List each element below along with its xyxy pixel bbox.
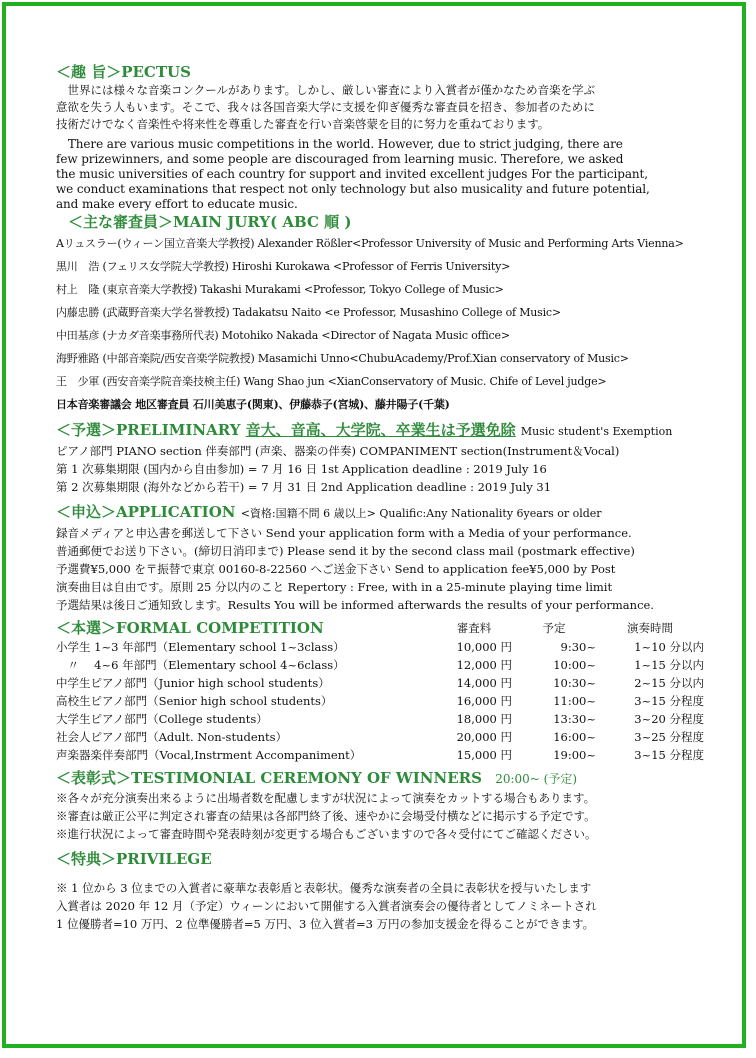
division-fee: 12,000 円 bbox=[456, 658, 512, 672]
pectus-en-line: and make every effort to educate music. bbox=[56, 197, 298, 211]
division-name: 声楽器楽伴奏部門（Vocal,Instrment Accompaniment） bbox=[56, 748, 362, 762]
application-line: 予選結果は後日ご通知致します。Results You will be informed afterwards the results of your performance. bbox=[56, 598, 654, 612]
deadline-1: 第 1 次募集期限 (国内から自由参加) = 7 月 16 日 1st Application deadline : 2019 July 16 bbox=[56, 462, 547, 476]
division-name: 大学生ピアノ部門（College students） bbox=[56, 712, 268, 726]
application-heading-line bbox=[56, 502, 704, 524]
formal-competition-table bbox=[56, 618, 704, 764]
jury-member: 海野雅路 (中部音楽院/西安音楽学院教授) Masamichi Unno<ChubuAcademy/Prof.Xian conservatory of Music> bbox=[56, 352, 629, 365]
privilege-line: 入賞者は 2020 年 12 月（予定）ウィーンにおいて開催する入賞者演奏会の優待者としてノミネートされ bbox=[56, 899, 597, 913]
application-line: 録音メディアと申込書を郵送して下さい Send your application form with a Media of your performance. bbox=[56, 526, 632, 540]
pectus-en-line: the music universities of each country for support and invited excellent judges For the participant, bbox=[56, 167, 648, 181]
table-row bbox=[56, 746, 704, 764]
division-time: 11:00~ bbox=[553, 694, 596, 708]
division-duration: 3~15 分程度 bbox=[634, 748, 704, 762]
pectus-en-line: There are various music competitions in the world. However, due to strict judging, there are bbox=[56, 137, 623, 151]
division-fee: 14,000 円 bbox=[456, 676, 512, 690]
column-header: 審査料 bbox=[456, 621, 492, 635]
division-name: 社会人ピアノ部門（Adult. Non-students） bbox=[56, 730, 288, 744]
pectus-heading: ＜趣 旨＞PECTUS bbox=[56, 63, 191, 81]
division-duration: 3~25 分程度 bbox=[634, 730, 704, 744]
division-fee: 18,000 円 bbox=[456, 712, 512, 726]
division-duration: 1~15 分以内 bbox=[634, 658, 704, 672]
division-fee: 20,000 円 bbox=[456, 730, 512, 744]
application-line: 予選費¥5,000 を〒振替で東京 00160-8-22560 へご送金下さい Send to application fee¥5,000 by Post bbox=[56, 562, 616, 576]
pectus-jp-line: 意欲を失う人もいます。そこで、我々は各国音楽大学に支援を仰ぎ優秀な審査員を招き、参加者のために bbox=[56, 100, 595, 114]
jury-member: 村上 隆 (東京音楽大学教授) Takashi Murakami <Professor, Tokyo College of Music> bbox=[56, 283, 504, 296]
ceremony-heading-line bbox=[56, 768, 704, 789]
table-row bbox=[56, 692, 704, 710]
table-row bbox=[56, 674, 704, 692]
pectus-jp-line: 技術だけでなく音楽性や将来性を尊重した審査を行い音楽啓蒙を目的に努力を重ねております。 bbox=[56, 117, 550, 131]
division-fee: 10,000 円 bbox=[456, 640, 512, 654]
division-name: 中学生ピアノ部門（Junior high school students） bbox=[56, 676, 330, 690]
flyer-content bbox=[56, 62, 704, 933]
ceremony-time: 20:00~ (予定) bbox=[495, 772, 578, 786]
division-fee: 15,000 円 bbox=[456, 748, 512, 762]
section-line: ピアノ部門 PIANO section 伴奏部門 (声楽、器楽の伴奏) COMPANIMENT section(Instrument＆Vocal) bbox=[56, 444, 620, 458]
jury-member: 日本音楽審議会 地区審査員 石川美恵子(関東)、伊藤恭子(宮城)、藤井陽子(千葉) bbox=[56, 398, 450, 411]
division-name: 小学生 1~3 年部門（Elementary school 1~3class） bbox=[56, 640, 345, 654]
application-line: 演奏曲目は自由です。原則 25 分以内のこと Repertory : Free, with in a 25-minute playing time limit bbox=[56, 580, 613, 594]
jury-member: 中田基彦 (ナカダ音楽事務所代表) Motohiko Nakada <Director of Nagata Music office> bbox=[56, 329, 510, 342]
application-heading: ＜申込＞APPLICATION bbox=[56, 503, 236, 521]
division-time: 19:00~ bbox=[553, 748, 596, 762]
preliminary-heading: ＜予選＞PRELIMINARY bbox=[56, 421, 241, 439]
qualification: <資格:国籍不問 6 歳以上> Qualific:Any Nationality 6years or older bbox=[240, 507, 602, 520]
table-row bbox=[56, 656, 704, 674]
division-fee: 16,000 円 bbox=[456, 694, 512, 708]
division-time: 9:30~ bbox=[560, 640, 596, 654]
division-name: 〃 4~6 年部門（Elementary school 4~6class） bbox=[56, 658, 345, 672]
table-row bbox=[56, 728, 704, 746]
exemption-note-en: Music student's Exemption bbox=[520, 425, 673, 438]
ceremony-note: ※各々が充分演奏出来るように出場者数を配慮しますが状況によって演奏をカットする場合もあります。 bbox=[56, 791, 596, 805]
exemption-note: 音大、音高、大学院、卒業生は予選免除 bbox=[245, 421, 516, 439]
deadline-2: 第 2 次募集期限 (海外などから若干) = 7 月 31 日 2nd Application deadline : 2019 July 31 bbox=[56, 480, 552, 494]
division-duration: 3~15 分程度 bbox=[634, 694, 704, 708]
division-time: 10:30~ bbox=[553, 676, 596, 690]
jury-member: 内藤忠勝 (武蔵野音楽大学名誉教授) Tadakatsu Naito <e Professor, Musashino College of Music> bbox=[56, 306, 561, 319]
division-duration: 1~10 分以内 bbox=[634, 640, 704, 654]
division-time: 13:30~ bbox=[553, 712, 596, 726]
ceremony-note: ※進行状況によって審査時間や発表時刻が変更する場合もございますので各々受付にてご確認ください。 bbox=[56, 827, 597, 841]
division-duration: 3~20 分程度 bbox=[634, 712, 704, 726]
division-time: 10:00~ bbox=[553, 658, 596, 672]
jury-member: 黒川 浩 (フェリス女学院大学教授) Hiroshi Kurokawa <Professor of Ferris University> bbox=[56, 260, 511, 273]
jury-member: Aリュスラー(ウィーン国立音楽大学教授) Alexander Rößler<Professor University of Music and Performing Arts Vienna> bbox=[56, 237, 684, 250]
pectus-en-line: we conduct examinations that respect not only technology but also musicality and future potential, bbox=[56, 182, 650, 196]
preliminary-heading-line bbox=[56, 420, 704, 442]
pectus-en-line: few prizewinners, and some people are discouraged from learning music. Therefore, we asked bbox=[56, 152, 624, 166]
column-header: 予定 bbox=[542, 621, 566, 635]
table-header-row bbox=[56, 618, 704, 638]
privilege-line: 1 位優勝者=10 万円、2 位準優勝者=5 万円、3 位入賞者=3 万円の参加支援金を得ることができます。 bbox=[56, 917, 595, 931]
table-row bbox=[56, 638, 704, 656]
privilege-line: ※ 1 位から 3 位までの入賞者に豪華な表彰盾と表彰状。優秀な演奏者の全員に表彰状を授与いたします bbox=[56, 881, 592, 895]
ceremony-note: ※審査は厳正公平に判定され審査の結果は各部門終了後、速やかに会場受付横などに掲示する予定です。 bbox=[56, 809, 596, 823]
ceremony-heading: ＜表彰式＞TESTIMONIAL CEREMONY OF WINNERS bbox=[56, 769, 482, 787]
pectus-jp-line: 世界には様々な音楽コンクールがあります。しかし、厳しい審査により入賞者が僅かなため音楽を学ぶ bbox=[56, 83, 596, 97]
jury-member: 王 少軍 (西安音楽学院音楽技検主任) Wang Shao jun <XianConservatory of Music. Chife of Level judge> bbox=[56, 375, 607, 388]
application-line: 普通郵便でお送り下さい。(締切日消印まで) Please send it by the second class mail (postmark effective) bbox=[56, 544, 635, 558]
formal-heading: ＜本選＞FORMAL COMPETITION bbox=[56, 619, 324, 637]
division-duration: 2~15 分以内 bbox=[634, 676, 704, 690]
column-header: 演奏時間 bbox=[627, 621, 673, 635]
table-row bbox=[56, 710, 704, 728]
division-time: 16:00~ bbox=[553, 730, 596, 744]
jury-heading: ＜主な審査員＞MAIN JURY( ABC 順 ) bbox=[68, 213, 352, 231]
privilege-heading: ＜特典＞PRIVILEGE bbox=[56, 850, 212, 868]
division-name: 高校生ピアノ部門（Senior high school students） bbox=[56, 694, 333, 708]
